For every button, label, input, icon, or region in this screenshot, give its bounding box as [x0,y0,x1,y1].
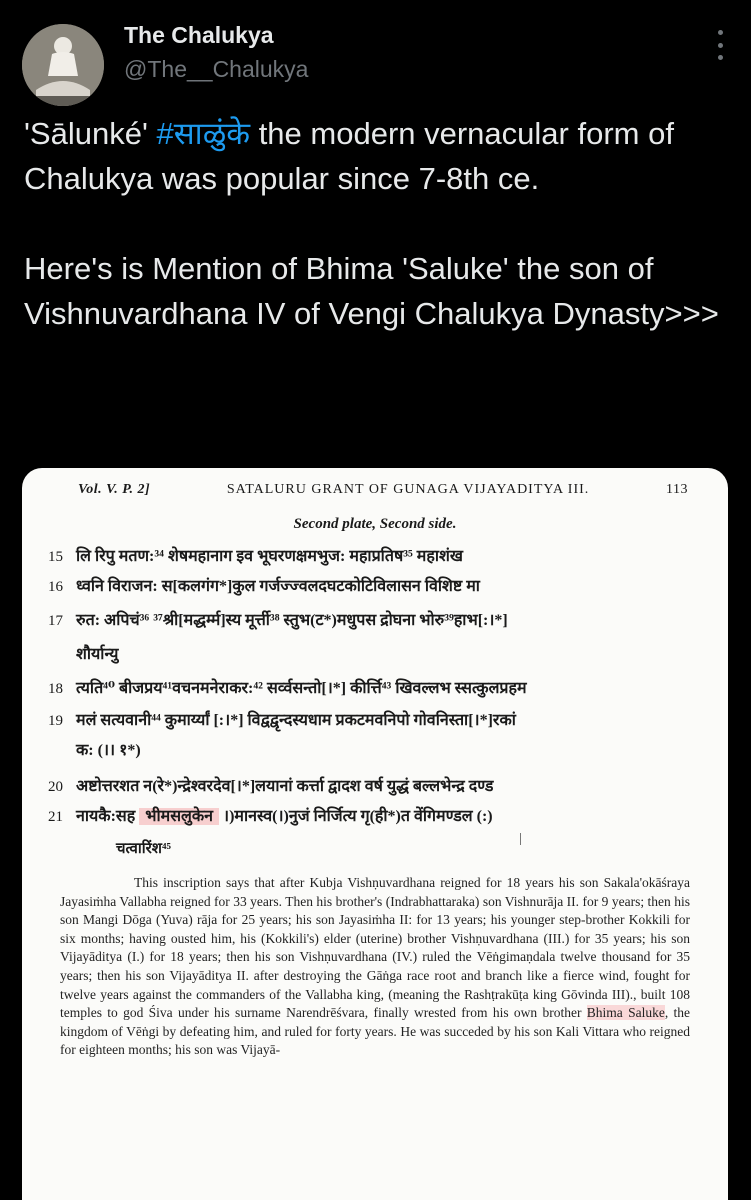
inscription-line [48,544,463,566]
inscription-line [48,574,480,596]
author-name[interactable]: The Chalukya [124,22,274,48]
paragraph-text: This inscription says that after Kubja Vishṇuvardhana reigned for 18 years his son Sakala'okāśraya Jayasiṁha Vallabha reigned for 33 years. Then his brother's (Indrabhattaraka) son Vishnurāja II. for 9 years; then his son Mangi Dōga (Yuva) rāja for 25 years; his son Jayasiṁha II: for 13 years; his younger step-brother Kokkili for six months; having ousted him, his (Kokkili's) elder (uterine) brother Vishṇuvardhana (III.) for 35 years; his son Vijayāditya (I.) for 18 years; then his son Vishṇuvardhana (IV.) ruled the Vēṅgimaṇdala twelve thousand for 35 years; then his son Vijayāditya II. after destroying the Gāṅga race root and branch like a fierce wind, fought for twelve years against the commanders of the Vallabha king, (meaning the Rashṭrakūṭa king Gōvinda III)., built 108 temples to god Śiva under his surname Narendrēśvara, finally wrested from his own brother [60,875,690,1021]
line-text: ।)मानस्व(।)नुजं निर्जित्य गृ(ही*)त वेंगिमण्डल (:) [219,808,493,825]
inscription-line [48,676,527,698]
author-handle[interactable]: @The__Chalukya [124,56,309,82]
more-options-icon[interactable] [713,30,727,60]
line-text: त्यति⁴⁰ बीजप्रय⁴¹वचनमनेराकर:⁴² सर्व्वसन्तो[।*] कीर्त्ति⁴³ खिवल्लभ स्सत्कुलप्रहम [76,680,527,697]
inscription-line [48,738,141,760]
tweet-text-part: 'Sālunké' [24,116,157,151]
inscription-line [48,804,493,826]
scan-page-number: 113 [666,482,688,497]
line-number: 17 [48,613,63,629]
line-text: मलं सत्यवानी⁴⁴ कुमार्य्यां [:।*] विद्वद्वृन्दस्यधाम प्रकटमवनिपो गोवनिस्ता[।*]रकां [76,712,516,729]
line-text: अष्टोत्तरशत न(रे*)न्द्रेश्वरदेव[।*]लयानां कर्त्ता द्वादश वर्ष युद्धं बल्लभेन्द्र दण्ड [76,778,494,795]
tweet-text-part: the modern vernacular form of Chalukya was popular since 7-8th ce. Here's is Mention of Bhima 'Saluke' the son of Vishnuvardhana IV of Vengi Chalukya Dynasty>>> [24,116,719,331]
line-number: 21 [48,809,63,825]
line-number: 19 [48,713,63,729]
scan-mark [520,833,521,845]
inscription-line [48,774,493,796]
line-text: रुत: अपिचं³⁶ ³⁷श्री[मद्धर्म्म]स्य मूर्त्ती³⁸ स्तुभ(ट*)मधुपस द्रोघना भोरु³⁹हाभ[:।*] [76,612,508,629]
scan-subheading: Second plate, Second side. [293,516,457,532]
highlighted-name: Bhima Saluke [586,1005,665,1021]
line-text: लि रिपु मतण:³⁴ शेषमहानाग इव भूघरणक्षमभुज: महाप्रतिष³⁵ महाशंख [76,548,463,565]
inscription-line [48,708,516,730]
line-number: 16 [48,579,63,595]
line-text: शौर्यान्यु [76,646,119,663]
avatar-sculpture-image [22,24,104,106]
line-number: 20 [48,779,63,795]
avatar[interactable] [22,24,104,106]
scan-title: SATALURU GRANT OF GUNAGA VIJAYADITYA III. [226,482,590,497]
line-text: क: (।। १*) [76,742,141,759]
line-text: ध्वनि विराजन: स[कलगंग*]कुल गर्जज्ज्वलदघटकोटिविलासन विशिष्ट मा [76,578,480,595]
inscription-line [116,838,171,858]
line-text: चत्वारिंश⁴⁵ [116,841,171,857]
line-number: 18 [48,681,63,697]
paragraph-text: , the kingdom of Vēṅgi by defeating him, and ruled for forty years. He was succeded by his son Kali Vittara who reigned for eighteen months; his son was Vijayā- [60,1005,690,1058]
tweet-text [24,111,724,336]
hashtag-link[interactable]: #साळुंके [156,116,251,151]
translation-paragraph [60,874,690,1060]
scan-volume: Vol. V. P. 2] [78,482,151,497]
line-number: 15 [48,549,63,565]
attached-image[interactable] [22,468,728,1200]
line-text: नायकै:सह [76,808,140,825]
inscription-line [48,642,118,664]
scan-header [78,482,688,498]
highlighted-name: भीमसलुकेन [139,808,219,825]
inscription-line [48,608,508,630]
